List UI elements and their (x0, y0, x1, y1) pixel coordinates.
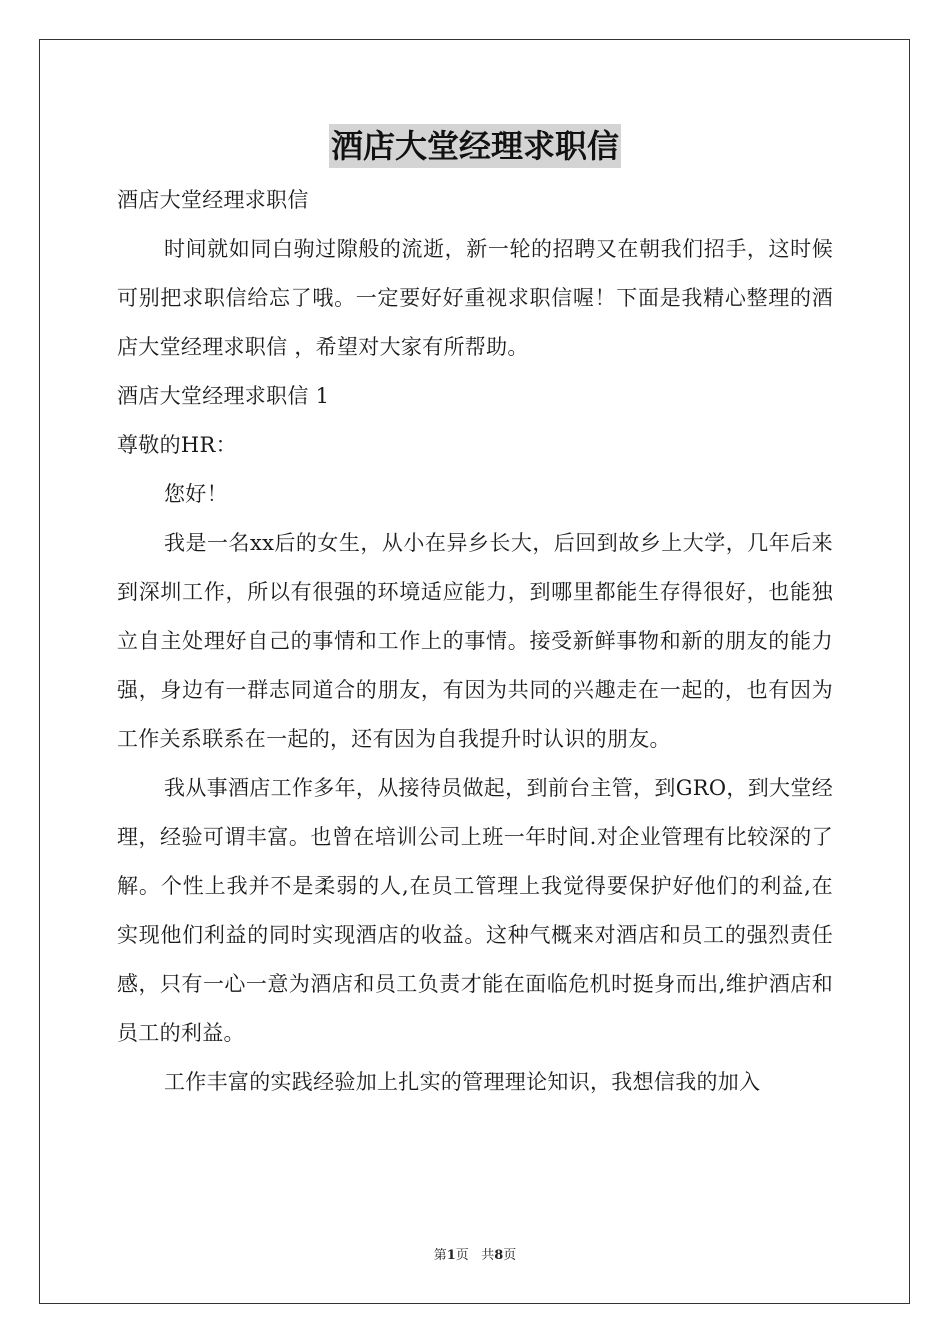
document-title: 酒店大堂经理求职信 (329, 124, 621, 168)
greeting: 您好！ (164, 482, 228, 506)
footer-page-suffix: 页 (503, 1248, 517, 1263)
paragraph-experience: 我从事酒店工作多年，从接待员做起，到前台主管，到GRO，到大堂经理，经验可谓丰富。也曾在培训公司上班一年时间.对企业管理有比较深的了解。个性上我并不是柔弱的人,在员工管理上我觉得要保护好他们的利益,在实现他们利益的同时实现酒店的收益。这种气概来对酒店和员工的强烈责任感，只有一心一意为酒店和员工负责才能在面临危机时挺身而出,维护酒店和员工的利益。 (117, 776, 833, 1045)
intro-paragraph: 时间就如同白驹过隙般的流逝，新一轮的招聘又在朝我们招手，这时候可别把求职信给忘了哦。一定要好好重视求职信喔！下面是我精心整理的酒店大堂经理求职信 ，希望对大家有所帮助。 (117, 237, 833, 359)
paragraph-background: 我是一名xx后的女生，从小在异乡长大，后回到故乡上大学，几年后来到深圳工作，所以有很强的环境适应能力，到哪里都能生存得很好，也能独立自主处理好自己的事情和工作上的事情。接受新鲜事物和新的朋友的能力强，身边有一群志同道合的朋友，有因为共同的兴趣走在一起的，也有因为工作关系联系在一起的，还有因为自我提升时认识的朋友。 (117, 531, 833, 751)
footer-page-current: 1 (446, 1248, 456, 1263)
footer-page-total: 8 (494, 1248, 504, 1263)
paragraph-closing: 工作丰富的实践经验加上扎实的管理理论知识，我想信我的加入 (164, 1070, 761, 1094)
document-body (117, 176, 833, 1107)
footer-page-mid: 页 共 (455, 1248, 495, 1263)
page-footer (0, 1244, 950, 1263)
footer-page-prefix: 第 (433, 1248, 447, 1263)
section-heading: 酒店大堂经理求职信 1 (117, 384, 330, 408)
title-wrap (0, 124, 950, 168)
salutation: 尊敬的HR： (117, 433, 237, 457)
subtitle-line: 酒店大堂经理求职信 (117, 188, 309, 212)
